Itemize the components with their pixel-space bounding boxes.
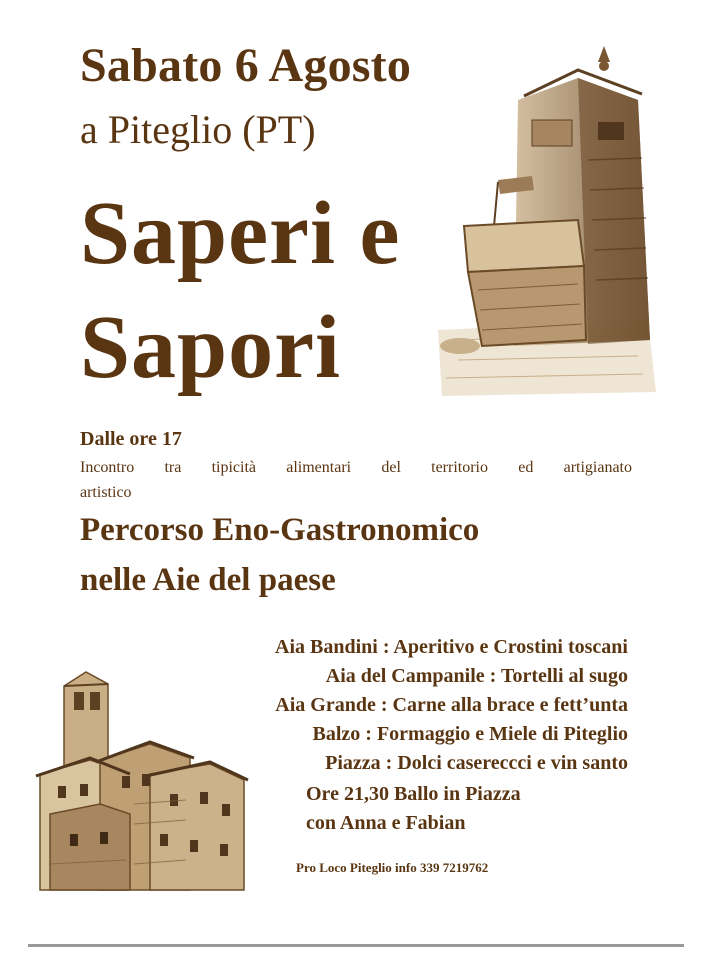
event-description-line-1: Incontro tra tipicità alimentari del territorio ed artigianato	[80, 459, 632, 476]
bottom-divider	[28, 944, 684, 947]
route-heading-line-2: nelle Aie del paese	[80, 562, 336, 598]
evening-event-line-1: Ore 21,30 Ballo in Piazza	[306, 783, 521, 805]
menu-item: Aia Grande : Carne alla brace e fett’unta	[275, 694, 628, 716]
route-heading-line-1: Percorso Eno-Gastronomico	[80, 512, 480, 548]
event-title-line-1: Saperi e	[80, 184, 401, 283]
menu-item: Piazza : Dolci casereccci e vin santo	[325, 752, 628, 774]
village-illustration	[30, 664, 252, 892]
event-place: a Piteglio (PT)	[80, 107, 316, 152]
event-description-line-2: artistico	[80, 484, 132, 501]
organizer-contact: Pro Loco Piteglio info 339 7219762	[296, 860, 489, 875]
menu-item: Aia Bandini : Aperitivo e Crostini toscani	[275, 636, 628, 658]
event-title-line-2: Sapori	[80, 298, 342, 397]
evening-event-line-2: con Anna e Fabian	[306, 812, 466, 834]
event-date: Sabato 6 Agosto	[80, 39, 412, 92]
menu-item: Aia del Campanile : Tortelli al sugo	[325, 665, 628, 687]
event-time: Dalle ore 17	[80, 428, 182, 450]
well-illustration	[428, 40, 660, 400]
menu-item: Balzo : Formaggio e Miele di Piteglio	[312, 723, 628, 745]
